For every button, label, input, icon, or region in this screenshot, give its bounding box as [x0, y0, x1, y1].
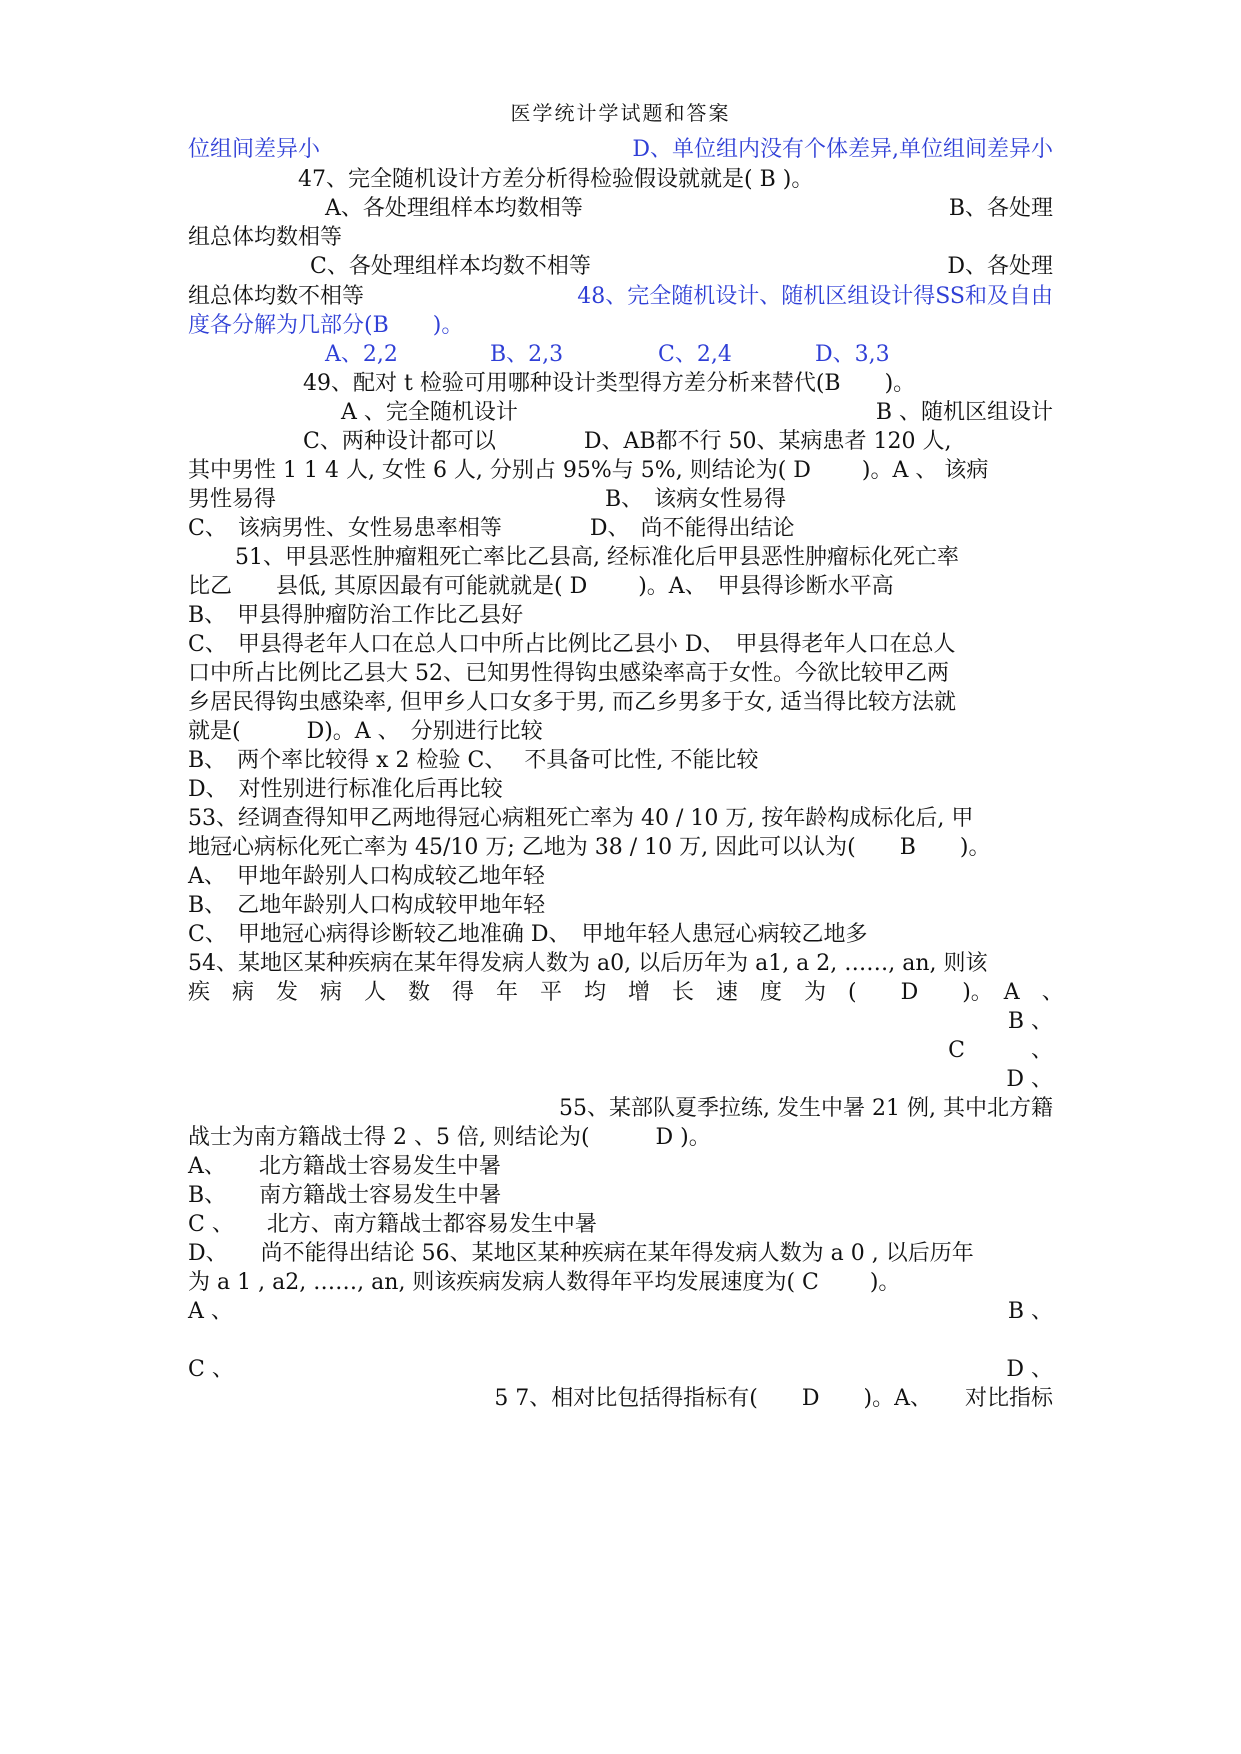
text-line: C、 甲地冠心病得诊断较乙地准确 D、 甲地年轻人患冠心病较乙地多	[188, 922, 868, 947]
text-line: B、 两个率比较得 x 2 检验 C、 不具备可比性, 不能比较	[188, 748, 759, 773]
question-55-text: 55、某部队夏季拉练, 发生中暑 21 例, 其中北方籍	[559, 1096, 1053, 1121]
question-48: 48、完全随机设计、随机区组设计得SS和及自由	[577, 284, 1053, 309]
options-row	[188, 486, 1053, 514]
options-row	[188, 1356, 1053, 1384]
text-line: C 、 北方、南方籍战士都容易发生中暑	[188, 1212, 597, 1237]
option-b: B、2,3	[490, 342, 564, 367]
option-a: A、各处理组样本均数相等	[325, 196, 583, 221]
text-line: A、 甲地年龄别人口构成较乙地年轻	[188, 864, 545, 889]
question-53: 53、经调查得知甲乙两地得冠心病粗死亡率为 40 / 10 万, 按年龄构成标化后, 甲	[188, 806, 974, 831]
option-c: C 、	[948, 1038, 1053, 1063]
question-54: 54、某地区某种疾病在某年得发病人数为 a0, 以后历年为 a1, a 2, ……, an, 则该	[188, 951, 988, 976]
text-line: D、 尚不能得出结论 56、某地区某种疾病在某年得发病人数为 a 0 , 以后历年	[188, 1241, 974, 1266]
text-line: 疾 病 发 病 人 数 得 年 平 均 增 长 速 度 为 ( D )。 A 、	[188, 980, 1064, 1005]
text-fragment: 组总体均数不相等	[188, 284, 365, 309]
text-fragment: 男性易得	[188, 487, 277, 512]
text-line: C、 该病男性、女性易患率相等 D、 尚不能得出结论	[188, 516, 795, 541]
text-line: 其中男性 1 1 4 人, 女性 6 人, 分别占 95%与 5%, 则结论为( D )。A 、 该病	[188, 458, 989, 483]
option-d: D 、	[1006, 1067, 1053, 1092]
option-a: A、2,2	[325, 342, 398, 367]
option-b: B、 该病女性易得	[605, 487, 787, 512]
question-47: 47、完全随机设计方差分析得检验假设就就是( B )。	[298, 167, 814, 192]
text-line	[188, 136, 1053, 164]
text-line: 战士为南方籍战士得 2 、5 倍, 则结论为( D )。	[188, 1125, 711, 1150]
text-line: 就是( D)。A 、 分别进行比较	[188, 719, 543, 744]
option-d: D 、	[1006, 1357, 1053, 1382]
text-line: B、 甲县得肿瘤防治工作比乙县好	[188, 603, 524, 628]
question-57-text: 5 7、相对比包括得指标有( D )。A、 对比指标	[494, 1386, 1053, 1411]
text-line	[188, 283, 1053, 311]
option-c: C、各处理组样本均数不相等	[310, 254, 591, 279]
question-49: 49、配对 t 检验可用哪种设计类型得方差分析来替代(B )。	[303, 371, 916, 396]
text-line: A、 北方籍战士容易发生中暑	[188, 1154, 501, 1179]
text-line: 为 a 1 , a2, ……, an, 则该疾病发病人数得年平均发展速度为( C )。	[188, 1270, 901, 1295]
option-b: B 、	[1007, 1009, 1053, 1034]
text-line: 地冠心病标化死亡率为 45/10 万; 乙地为 38 / 10 万, 因此可以认为( B )。	[188, 835, 991, 860]
text-line: 口中所占比例比乙县大 52、已知男性得钩虫感染率高于女性。今欲比较甲乙两	[188, 661, 949, 686]
option-c: C 、	[188, 1357, 234, 1382]
option-c: C、2,4	[658, 342, 732, 367]
option-a: A 、完全随机设计	[341, 400, 518, 425]
option-b: B 、随机区组设计	[875, 400, 1053, 425]
text-line: D、 对性别进行标准化后再比较	[188, 777, 503, 802]
text-line: C、两种设计都可以 D、AB都不行 50、某病患者 120 人,	[303, 429, 952, 454]
text-line: B、 乙地年龄别人口构成较甲地年轻	[188, 893, 546, 918]
text-line: 度各分解为几部分(B )。	[188, 313, 464, 338]
option-a: A 、	[188, 1299, 233, 1324]
options-row	[188, 1298, 1053, 1326]
text-line: 乡居民得钩虫感染率, 但甲乡人口女多于男, 而乙乡男多于女, 适当得比较方法就	[188, 690, 956, 715]
text-line: B、 南方籍战士容易发生中暑	[188, 1183, 502, 1208]
option-b: B、各处理	[948, 196, 1053, 221]
option-d: D、各处理	[947, 254, 1053, 279]
text-fragment: 位组间差异小	[188, 137, 321, 162]
option-b: B 、	[1007, 1299, 1053, 1324]
text-line: C、 甲县得老年人口在总人口中所占比例比乙县小 D、 甲县得老年人口在总人	[188, 632, 956, 657]
option-d: D、3,3	[815, 342, 890, 367]
text-line: 组总体均数相等	[188, 225, 343, 250]
page-title: 医学统计学试题和答案	[510, 101, 731, 125]
option-d: D、单位组内没有个体差异,单位组间差异小	[632, 137, 1053, 162]
text-line: 比乙 县低, 其原因最有可能就就是( D )。A、 甲县得诊断水平高	[188, 574, 894, 599]
question-51: 51、甲县恶性肿瘤粗死亡率比乙县高, 经标准化后甲县恶性肿瘤标化死亡率	[235, 545, 959, 570]
